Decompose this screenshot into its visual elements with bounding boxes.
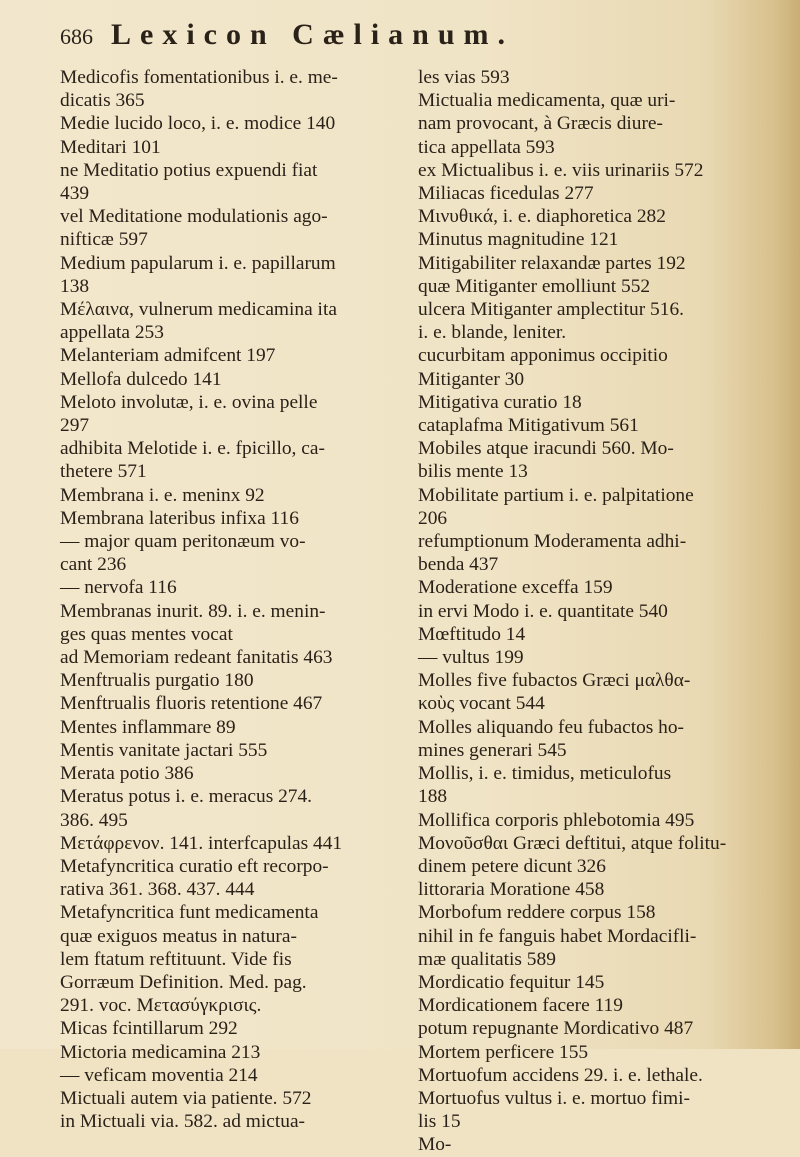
index-line: Μινυθικά, i. e. diaphoretica 282	[418, 206, 666, 228]
index-line: 188	[418, 786, 448, 808]
index-line: Melanteriam admifcent 197	[60, 345, 276, 367]
index-line: thetere 571	[60, 461, 147, 483]
index-line: nam provocant, à Græcis diure-	[418, 113, 663, 135]
page-header	[60, 18, 760, 58]
index-line: Mœftitudo 14	[418, 623, 526, 645]
index-line: 439	[60, 183, 90, 205]
index-line: — major quam peritonæum vo-	[60, 531, 306, 553]
index-line: Merata potio 386	[60, 763, 194, 785]
index-line: Medicofis fomentationibus i. e. me-	[60, 67, 338, 88]
index-line: Miliacas ficedulas 277	[418, 183, 594, 205]
index-line: 206	[418, 507, 448, 529]
running-head: Lexicon Cælianum.	[111, 18, 515, 51]
index-line: mines generari 545	[418, 739, 567, 761]
index-line: ges quas mentes vocat	[60, 623, 233, 645]
index-line: Mo-	[418, 1134, 452, 1156]
index-line: Mortuofus vultus i. e. mortuo fimi-	[418, 1087, 690, 1109]
index-line: Mordicationem facere 119	[418, 995, 623, 1017]
index-line: nifticæ 597	[60, 229, 148, 251]
index-line: Mobiles atque iracundi 560. Mo-	[418, 438, 674, 460]
index-line: — veficam moventia 214	[60, 1064, 258, 1086]
index-line: dicatis 365	[60, 90, 145, 112]
index-line: cucurbitam apponimus occipitio	[418, 345, 668, 367]
index-line: ne Meditatio potius expuendi fiat	[60, 159, 318, 181]
index-line: littoraria Moratione 458	[418, 879, 605, 901]
index-line: Mitigabiliter relaxandæ partes 192	[418, 252, 686, 274]
index-line: Mordicatio fequitur 145	[418, 971, 605, 993]
index-line: Meditari 101	[60, 136, 161, 158]
index-line: Mictuali autem via patiente. 572	[60, 1087, 312, 1109]
index-line: nihil in fe fanguis habet Mordacifli-	[418, 925, 697, 947]
index-line: Molles aliquando feu fubactos ho-	[418, 716, 685, 738]
index-line: ad Memoriam redeant fanitatis 463	[60, 647, 333, 669]
index-line: Membrana i. e. meninx 92	[60, 484, 265, 506]
index-line: Moderatione exceffa 159	[418, 577, 613, 599]
index-line: i. e. blande, leniter.	[418, 322, 567, 344]
index-line: Μονοῦσθαι Græci deftitui, atque folitu-	[418, 832, 727, 854]
index-line: Medie lucido loco, i. e. modice 140	[60, 113, 336, 135]
index-line: Mentes inflammare 89	[60, 716, 236, 738]
index-line: mæ qualitatis 589	[418, 948, 556, 970]
index-line: appellata 253	[60, 322, 164, 344]
index-line: in Mictuali via. 582. ad mictua-	[60, 1111, 306, 1133]
index-line: cant 236	[60, 554, 127, 576]
right-column	[418, 66, 750, 1157]
index-line: rativa 361. 368. 437. 444	[60, 879, 255, 901]
index-line: Micas fcintillarum 292	[60, 1018, 238, 1040]
index-line: Μέλαινα, vulnerum medicamina ita	[60, 299, 337, 321]
index-line: — vultus 199	[418, 647, 524, 669]
index-line: Meratus potus i. e. meracus 274.	[60, 786, 313, 808]
index-line: 138	[60, 275, 90, 297]
index-line: Metafyncritica funt medicamenta	[60, 902, 319, 924]
index-line: 386. 495	[60, 809, 128, 831]
index-line: lis 15	[418, 1111, 461, 1133]
index-line: Menftrualis fluoris retentione 467	[60, 693, 323, 715]
index-line: Menftrualis purgatio 180	[60, 670, 254, 692]
index-line: Mitiganter 30	[418, 368, 525, 390]
index-line: refumptionum Moderamenta adhi-	[418, 531, 687, 553]
index-line: Mictualia medicamenta, quæ uri-	[418, 90, 676, 112]
index-line: Mitigativa curatio 18	[418, 391, 582, 413]
index-line: Membranas inurit. 89. i. e. menin-	[60, 600, 326, 622]
index-line: Minutus magnitudine 121	[418, 229, 619, 251]
left-column	[60, 66, 392, 1133]
index-line: Mentis vanitate jactari 555	[60, 739, 268, 761]
index-line: 297	[60, 415, 90, 437]
index-line: cataplafma Mitigativum 561	[418, 415, 639, 437]
index-line: Mollis, i. e. timidus, meticulofus	[418, 763, 672, 785]
index-line: κοὺς vocant 544	[418, 693, 545, 715]
index-line: 291. voc. Μετασύγκρισις.	[60, 995, 262, 1017]
index-line: Mictoria medicamina 213	[60, 1041, 261, 1063]
index-line: dinem petere dicunt 326	[418, 855, 606, 877]
index-line: Molles five fubactos Græci μαλθα-	[418, 670, 691, 692]
index-line: Membrana lateribus infixa 116	[60, 507, 299, 529]
index-line: bilis mente 13	[418, 461, 528, 483]
index-line: — nervofa 116	[60, 577, 177, 599]
index-line: Medium papularum i. e. papillarum	[60, 252, 336, 274]
index-line: in ervi Modo i. e. quantitate 540	[418, 600, 668, 622]
index-line: Mortuofum accidens 29. i. e. lethale.	[418, 1064, 703, 1086]
index-line: tica appellata 593	[418, 136, 555, 158]
page-number: 686	[60, 24, 93, 49]
index-line: Mortem perficere 155	[418, 1041, 589, 1063]
index-line: potum repugnante Mordicativo 487	[418, 1018, 694, 1040]
index-line: les vias 593	[418, 67, 510, 88]
index-line: ex Mictualibus i. e. viis urinariis 572	[418, 159, 704, 181]
index-line: Meloto involutæ, i. e. ovina pelle	[60, 391, 318, 413]
index-line: ulcera Mitiganter amplectitur 516.	[418, 299, 684, 321]
index-line: lem ftatum reftituunt. Vide fis	[60, 948, 292, 970]
index-line: quæ Mitiganter emolliunt 552	[418, 275, 651, 297]
index-line: Morbofum reddere corpus 158	[418, 902, 656, 924]
index-line: adhibita Melotide i. e. fpicillo, ca-	[60, 438, 325, 460]
index-line: vel Meditatione modulationis ago-	[60, 206, 328, 228]
index-line: Mobilitate partium i. e. palpitatione	[418, 484, 694, 506]
index-line: benda 437	[418, 554, 499, 576]
index-line: Mellofa dulcedo 141	[60, 368, 222, 390]
index-line: Μετάφρενον. 141. interfcapulas 441	[60, 832, 343, 854]
index-line: Gorræum Definition. Med. pag.	[60, 971, 307, 993]
index-line: quæ exiguos meatus in natura-	[60, 925, 297, 947]
index-line: Metafyncritica curatio eft recorpo-	[60, 855, 329, 877]
index-line: Mollifica corporis phlebotomia 495	[418, 809, 695, 831]
